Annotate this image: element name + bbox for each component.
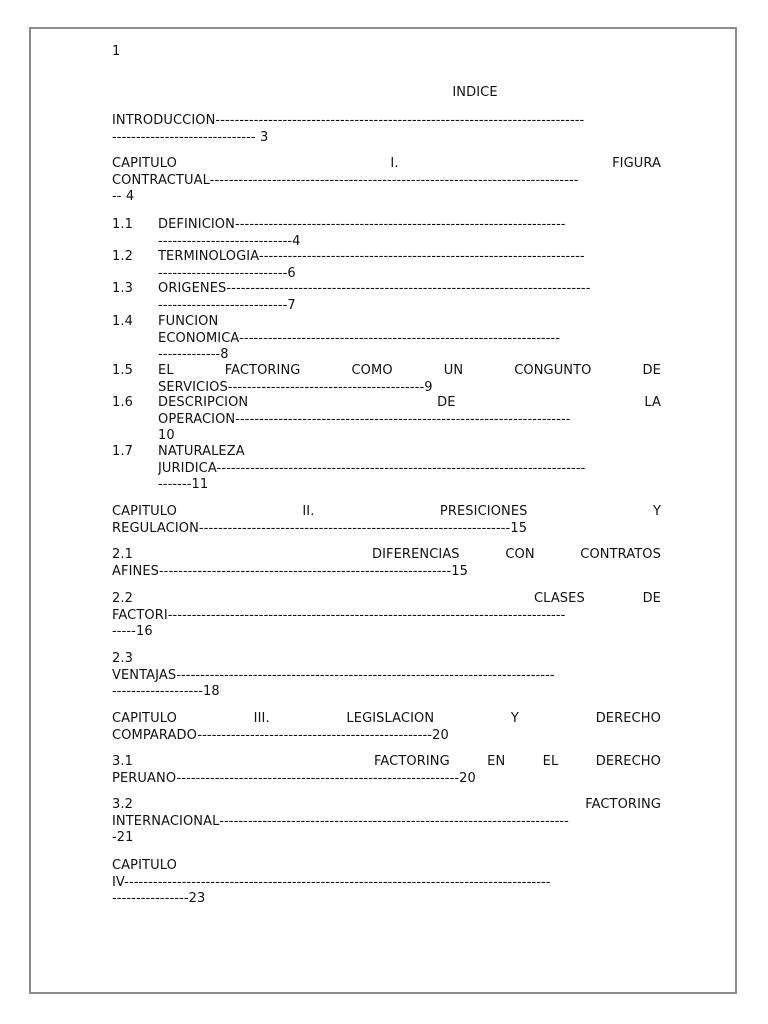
toc-word: DERECHO [595,711,661,726]
toc-word: Y [510,711,519,726]
toc-heading-line [112,797,661,814]
toc-word: CAPITULO [112,156,177,171]
toc-entry-2-1[interactable] [112,547,661,580]
toc-heading-line [112,754,661,771]
toc-heading-tail [534,591,661,608]
toc-line: 10 [158,428,175,443]
toc-line: CAPITULO [112,858,177,873]
toc-word: FACTORING [374,754,450,769]
toc-word: FACTORING [585,797,661,812]
toc-word: DIFERENCIAS [372,547,460,562]
toc-line: VENTAJAS------------------------------------------------------------------------------- [112,667,555,683]
toc-word: EL [158,363,174,378]
toc-word: CAPITULO [112,711,177,726]
toc-line: CONTRACTUAL----------------------------------------------------------------------------- [112,172,579,188]
section-number: 1.2 [112,249,133,264]
toc-word: EN [487,754,506,769]
page-number: 1 [112,44,121,59]
toc-line: -------------------18 [112,684,220,699]
toc-heading-line [112,591,661,608]
toc-word: EL [542,754,559,769]
section-number: 1.6 [112,395,133,410]
toc-word: III. [253,711,270,726]
toc-heading-line [112,547,661,564]
toc-word: DE [642,363,661,378]
toc-word: COMO [351,363,393,378]
toc-heading-line [158,395,661,412]
toc-line: INTRODUCCION----------------------------------------------------------------------------- [112,113,585,128]
toc-word: PRESICIONES [439,504,528,519]
document-page [29,27,737,994]
toc-word: CAPITULO [112,504,177,519]
toc-word: LEGISLACION [346,711,435,726]
toc-entry-3-2[interactable] [112,797,661,847]
toc-entry-capitulo-4[interactable] [112,858,661,908]
toc-line: NATURALEZA [158,444,245,459]
toc-line: SERVICIOS-----------------------------------------9 [158,379,433,395]
toc-heading-line [158,363,661,380]
toc-line: FUNCION [158,314,219,329]
toc-entry-3-1[interactable] [112,754,661,787]
toc-word: 2.2 [112,591,133,606]
toc-word: II. [302,504,315,519]
toc-line: PERUANO-----------------------------------------------------------20 [112,770,476,786]
toc-line: -- 4 [112,189,135,204]
toc-heading-line [112,504,661,521]
toc-entry-2-2[interactable] [112,591,661,641]
toc-heading-line [112,156,661,173]
toc-entry-capitulo-1[interactable] [112,156,661,206]
toc-word: CON [505,547,535,562]
toc-line: FACTORI----------------------------------------------------------------------------------- [112,607,566,623]
toc-line: COMPARADO-------------------------------------------------20 [112,727,449,743]
toc-line: AFINES-------------------------------------------------------------15 [112,563,468,579]
toc-line: ---------------------------7 [158,297,296,313]
toc-word: CONGUNTO [514,363,592,378]
toc-entry-introduccion[interactable] [112,113,661,146]
toc-line: OPERACIÓN---------------------------------------------------------------------- [158,411,571,427]
toc-word: 3.1 [112,754,133,769]
toc-word: LA [644,395,661,410]
toc-word: UN [443,363,464,378]
toc-word: DE [642,591,661,606]
toc-line: ------------------------------ 3 [112,129,269,145]
toc-line: REGULACION-----------------------------------------------------------------15 [112,520,528,536]
toc-line: INTERNACIONAL------------------------------------------------------------------------- [112,813,569,829]
toc-word: 3.2 [112,797,133,812]
page-title: INDICE [452,85,498,100]
toc-line: JURIDICA----------------------------------------------------------------------------- [158,460,586,476]
toc-line: IV----------------------------------------------------------------------------------------- [112,874,551,890]
section-number: 1.5 [112,363,133,378]
toc-word: 2.1 [112,547,133,562]
section-number: 1.1 [112,217,133,232]
toc-word: I. [390,156,399,171]
toc-line: -------------8 [158,347,229,362]
toc-heading-line [112,711,661,728]
toc-entry-capitulo-2[interactable] [112,504,661,537]
toc-line: -----16 [112,624,153,639]
section-number: 1.7 [112,444,133,459]
toc-line: ----------------23 [112,891,206,906]
toc-line: ---------------------------6 [158,265,296,281]
toc-word: DERECHO [595,754,661,769]
toc-line: ORIGENES---------------------------------------------------------------------------- [158,281,591,296]
toc-line: ECONOMICA------------------------------------------------------------------- [158,330,561,346]
toc-line: TERMINOLOGIA-------------------------------------------------------------------- [158,249,585,264]
toc-line: 2.3 [112,651,133,666]
toc-word: DE [437,395,456,410]
toc-word: Y [652,504,661,519]
toc-word: FACTORING [224,363,301,378]
toc-line: ----------------------------4 [158,233,301,249]
toc-line: DEFINICION--------------------------------------------------------------------- [158,217,566,232]
toc-word: FIGURA [612,156,661,171]
section-number: 1.4 [112,314,133,329]
toc-heading-tail [372,547,661,564]
toc-heading-tail [374,754,661,771]
section-number: 1.3 [112,281,133,296]
toc-line: -------11 [158,477,209,492]
toc-line: -21 [112,830,134,845]
toc-word: DESCRIPCION [158,395,249,410]
toc-word: CLASES [534,591,585,606]
toc-word: CONTRATOS [580,547,661,562]
toc-entry-2-3[interactable] [112,651,661,701]
toc-entry-capitulo-3[interactable] [112,711,661,744]
